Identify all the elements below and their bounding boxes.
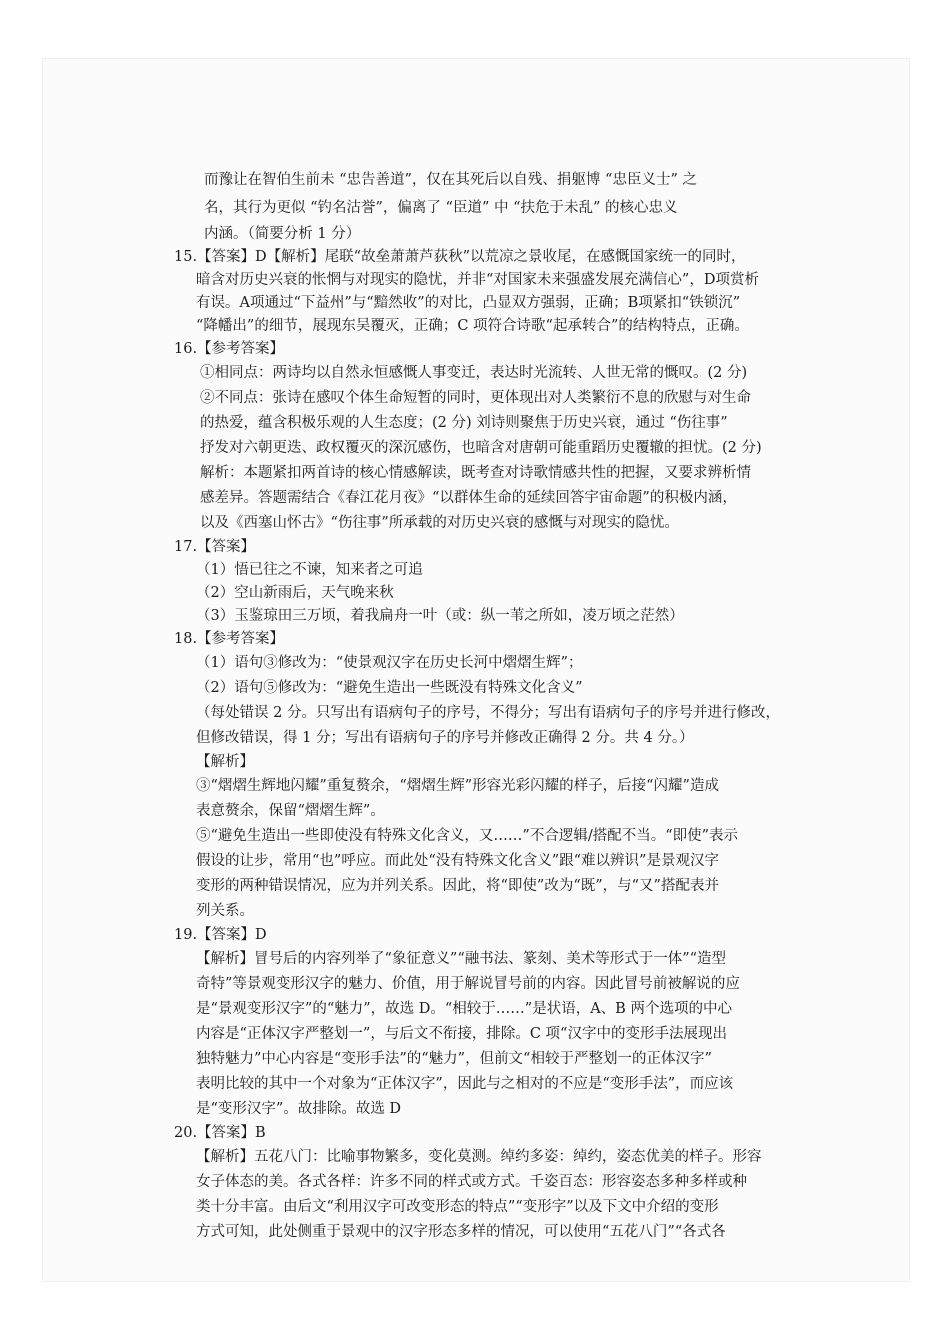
text-line: 变形的两种错误情况，应为并列关系。因此，将“即使”改为“既”，与“又”搭配表并	[196, 878, 719, 894]
text-line: 的热爱，蕴含积极乐观的人生态度；(2 分) 刘诗则聚焦于历史兴衰，通过 “伤往事”	[200, 415, 728, 431]
text-line: 名，其行为更似 “钓名沽誉”，偏离了 “臣道” 中 “扶危于未乱” 的核心忠义	[204, 200, 678, 216]
text-line: （1）语句③修改为：“使景观汉字在历史长河中熠熠生辉”；	[196, 655, 583, 671]
text-line: （2）语句⑤修改为：“避免生造出一些既没有特殊文化含义”	[196, 680, 583, 696]
answer-text	[174, 166, 784, 1245]
text-line: ③“熠熠生辉地闪耀”重复赘余，“熠熠生辉”形容光彩闪耀的样子，后接“闪耀”造成	[196, 778, 719, 794]
question-19	[174, 924, 784, 1122]
text-line: 类十分丰富。由后文“利用汉字可改变形态的特点”“变形字”以及下文中介绍的变形	[196, 1199, 719, 1215]
text-line: 有误。A项通过“下益州”与“黯然收”的对比，凸显双方强弱，正确；B项紧扣“铁锁沉”	[196, 295, 741, 311]
text-line: （每处错误 2 分。只写出有语病句子的序号，不得分；写出有语病句子的序号并进行修改，	[196, 705, 780, 721]
text-line: 表明比较的其中一个对象为“正体汉字”，因此与之相对的不应是“变形手法”，而应该	[196, 1076, 734, 1092]
text-line: 独特魅力”中心内容是“变形手法”的“魅力”，但前文“相较于严整划一的正体汉字”	[196, 1051, 712, 1067]
text-line: 以及《西塞山怀古》“伤往事”所承载的对历史兴衰的感慨与对现实的隐忧。	[200, 515, 679, 531]
text-line: ①相同点：两诗均以自然永恒感慨人事变迁，表达时光流转、人世无常的慨叹。(2 分)	[200, 365, 748, 381]
question-20	[174, 1122, 784, 1245]
text-line: （1）悟已往之不谏，知来者之可追	[196, 562, 423, 578]
text-line: 而豫让在智伯生前未 “忠告善道”，仅在其死后以自残、捐躯博 “忠臣义士” 之	[204, 172, 697, 188]
text-line: 【解析】五花八门：比喻事物繁多，变化莫测。绰约多姿：绰约，姿态优美的样子。形容	[196, 1149, 762, 1165]
question-heading: 20.【答案】B	[174, 1125, 266, 1141]
text-line: 方式可知，此处侧重于景观中的汉字形态多样的情况，可以使用“五花八门”“各式各	[196, 1224, 726, 1240]
text-line: 女子体态的美。各式各样：许多不同的样式或方式。千姿百态：形容姿态多种多样或种	[196, 1174, 747, 1190]
text-line: （2）空山新雨后，天气晚来秋	[196, 585, 394, 601]
text-line: “降幡出”的细节，展现东吴覆灭，正确；C 项符合诗歌“起承转合”的结构特点，正确。	[196, 318, 749, 334]
text-line: 【解析】冒号后的内容列举了“象征意义”“融书法、篆刻、美术等形式于一体”“造型	[196, 951, 727, 967]
text-line: ⑤“避免生造出一些即使没有特殊文化含义，又……”不合逻辑/搭配不当。“即使”表示	[196, 828, 739, 844]
question-17	[174, 536, 784, 628]
text-line: 内涵。（简要分析 1 分）	[204, 226, 361, 242]
continuation-block	[174, 166, 784, 246]
question-heading: 15.【答案】D【解析】尾联“故垒萧萧芦荻秋”以荒凉之景收尾，在感慨国家统一的同时，	[174, 249, 746, 265]
text-line: 解析：本题紧扣两首诗的核心情感解读，既考查对诗歌情感共性的把握，又要求辨析情	[200, 465, 751, 481]
text-line: 假设的让步，常用“也”呼应。而此处“没有特殊文化含义”跟“难以辨识”是景观汉字	[196, 853, 719, 869]
text-line: 奇特”等景观变形汉字的魅力、价值，用于解说冒号前的内容。因此冒号前被解说的应	[196, 976, 740, 992]
question-16	[174, 338, 784, 536]
question-heading: 17.【答案】	[174, 539, 256, 555]
text-line: （3）玉鉴琼田三万顷，着我扁舟一叶（或：纵一苇之所如，凌万顷之茫然）	[196, 608, 684, 624]
question-heading: 19.【答案】D	[174, 927, 267, 943]
text-line: 是“景观变形汉字”的“魅力”，故选 D。“相较于……”是状语，A、B 两个选项的中心	[196, 1001, 732, 1017]
text-line: 列关系。	[196, 903, 254, 919]
text-line: 暗含对历史兴衰的怅惘与对现实的隐忧，并非“对国家未来强盛发展充满信心”，D项赏析	[196, 272, 759, 288]
question-18	[174, 628, 784, 924]
text-line: ②不同点：张诗在感叹个体生命短暂的同时，更体现出对人类繁衍不息的欣慰与对生命	[200, 390, 751, 406]
text-line: 表意赘余，保留“熠熠生辉”。	[196, 803, 385, 819]
question-heading: 16.【参考答案】	[174, 341, 285, 357]
text-line: 是“变形汉字”。故排除。故选 D	[196, 1101, 402, 1117]
text-line: 【解析】	[196, 754, 254, 770]
text-line: 内容是“正体汉字严整划一”，与后文不衔接，排除。C 项“汉字中的变形手法展现出	[196, 1026, 727, 1042]
text-line: 感差异。答题需结合《春江花月夜》“以群体生命的延续回答宇宙命题”的积极内涵，	[200, 490, 737, 506]
text-line: 抒发对六朝更迭、政权覆灭的深沉感伤，也暗含对唐朝可能重蹈历史覆辙的担忧。(2 分)	[200, 440, 762, 456]
question-15	[174, 246, 784, 338]
question-heading: 18.【参考答案】	[174, 631, 285, 647]
text-line: 但修改错误，得 1 分；写出有语病句子的序号并修改正确得 2 分。共 4 分。）	[196, 730, 694, 746]
